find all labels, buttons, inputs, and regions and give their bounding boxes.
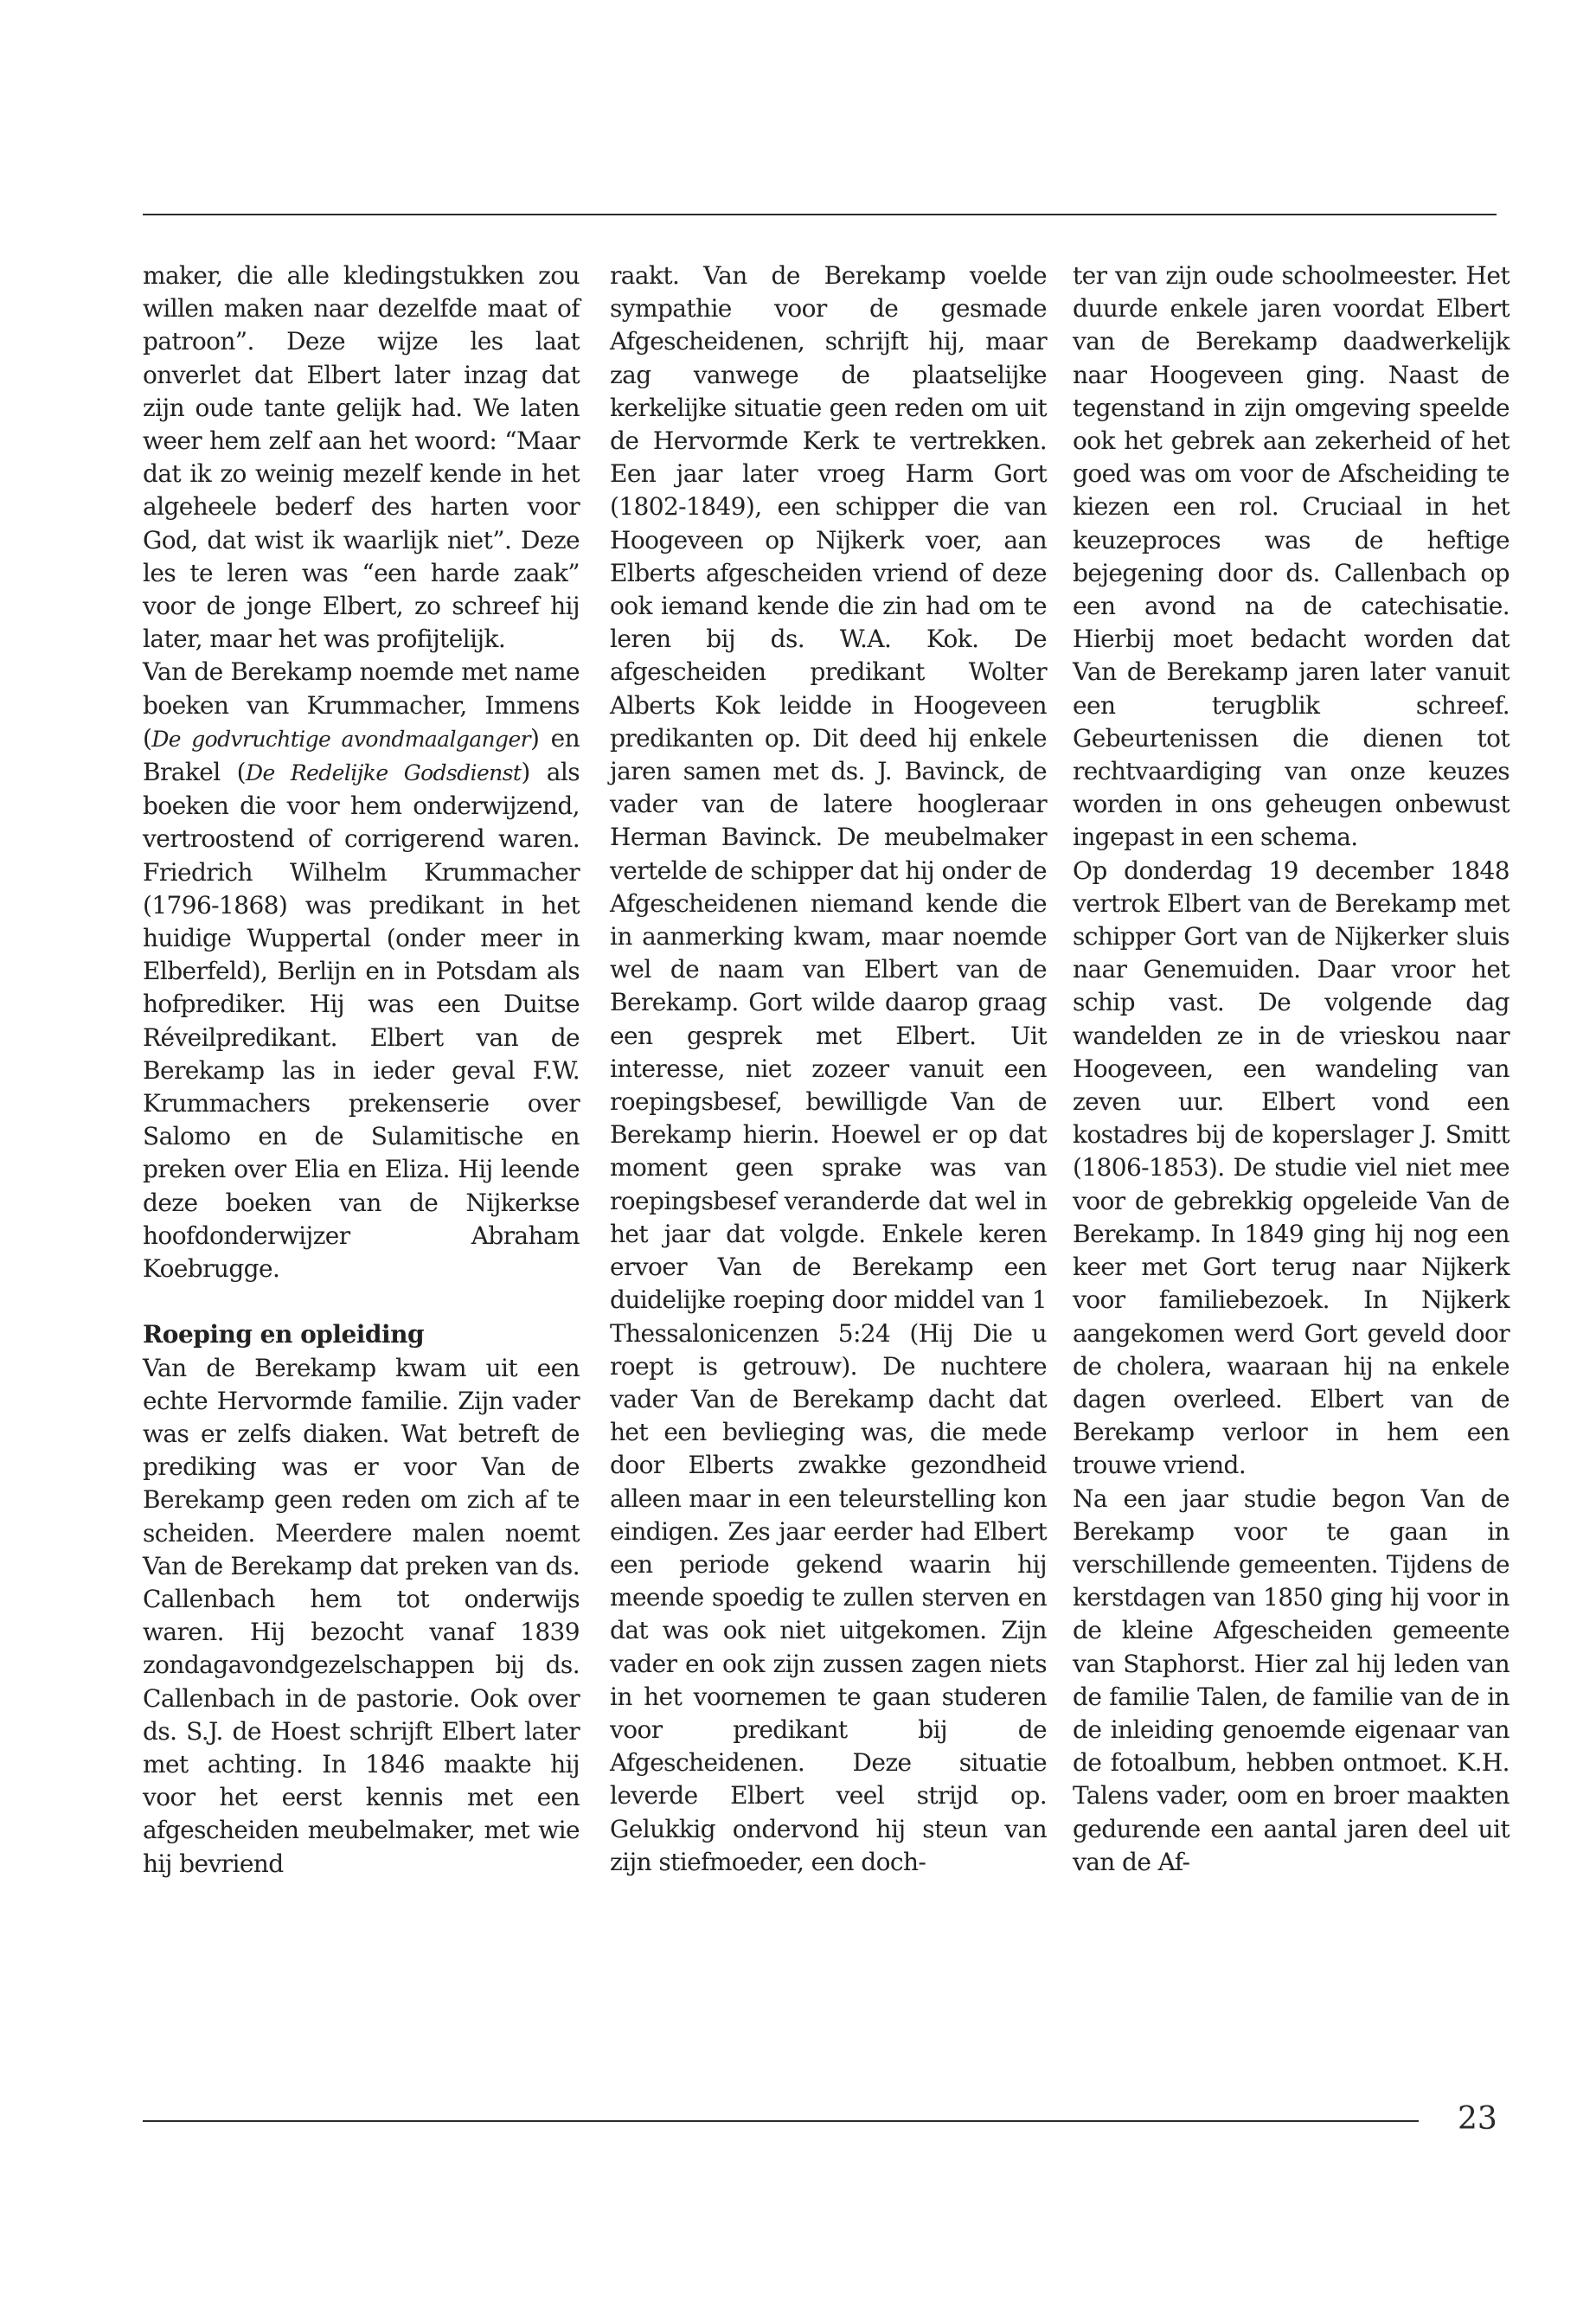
text-span: ) als boeken die voor hem onderwijzend, vertroostend of corrigerend waren. Friedrich Wilhelm Krummacher (1796-1868) was predikant in het huidige Wuppertal (onder meer in Elberfeld), Berlijn en in Potsdam als hofprediker. Hij was een Duitse Réveilpredikant. Elbert van de Berekamp las in ieder geval F.W. Krummachers prekenserie over Salomo en de Sulamitische en preken over Elia en Eliza. Hij leende deze boeken van de Nijkerkse hoofdonderwijzer Abraham Koebrugge. <box>143 758 580 1284</box>
text-column-3 <box>1073 260 1509 1879</box>
paragraph: Na een jaar studie begon Van de Berekamp voor te gaan in verschillende gemeenten. Tijdens de kerstdagen van 1850 ging hij voor in de kleine Afgescheiden gemeente van Staphorst. Hier zal hij leden van de familie Talen, de familie van de in de inleiding genoemde eigenaar van de fotoalbum, hebben ontmoet. K.H. Talens vader, oom en broer maakten gedurende een aantal jaren deel uit van de Af- <box>1073 1484 1509 1876</box>
page-number: 23 <box>1458 2101 1497 2137</box>
paragraph: ter van zijn oude schoolmeester. Het duurde enkele jaren voordat Elbert van de Berekamp daadwerkelijk naar Hoogeveen ging. Naast de tegenstand in zijn omgeving speelde ook het gebrek aan zekerheid of het goed was om voor de Afscheiding te kiezen een rol. Cruciaal in het keuzeproces was de heftige bejegening door ds. Callenbach op een avond na de catechisatie. Hierbij moet bedacht worden dat Van de Berekamp jaren later vanuit een terugblik schreef. Gebeurtenissen die dienen tot rechtvaardiging van onze keuzes worden in ons geheugen onbewust ingepast in een schema. <box>1073 261 1509 852</box>
paragraph: Van de Berekamp kwam uit een echte Hervormde familie. Zijn vader was er zelfs diaken. Wat betreft de prediking was er voor Van de Berekamp geen reden om zich af te scheiden. Meerdere malen noemt Van de Berekamp dat preken van ds. Callenbach hem tot onderwijs waren. Hij bezocht vanaf 1839 zondagavondgezelschappen bij ds. Callenbach in de pastorie. Ook over ds. S.J. de Hoest schrijft Elbert later met achting. In 1846 maakte hij voor het eerst kennis met een afgescheiden meubelmaker, met wie hij bevriend <box>143 1353 580 1878</box>
paragraph <box>143 656 580 1285</box>
paragraph: raakt. Van de Berekamp voelde sympathie voor de gesmade Afgescheidenen, schrijft hij, maar zag vanwege de plaatselijke kerkelijke situatie geen reden om uit de Hervormde Kerk te vertrekken. Een jaar later vroeg Harm Gort (1802-1849), een schipper die van Hoogeveen op Nijkerk voer, aan Elberts afgescheiden vriend of deze ook iemand kende die zin had om te leren bij ds. W.A. Kok. De afgescheiden predikant Wolter Alberts Kok leidde in Hoogeveen predikanten op. Dit deed hij enkele jaren samen met ds. J. Bavinck, de vader van de latere hoogleraar Herman Bavinck. De meubelmaker vertelde de schipper dat hij onder de Afgescheidenen niemand kende die in aanmerking kwam, maar noemde wel de naam van Elbert van de Berekamp. Gort wilde daarop graag een gesprek met Elbert. Uit interesse, niet zozeer vanuit een roepingsbesef, bewilligde Van de Berekamp hierin. Hoewel er op dat moment geen sprake was van roepingsbesef veranderde dat wel in het jaar dat volgde. Enkele keren ervoer Van de Berekamp een duidelijke roeping door middel van 1 Thessalonicenzen 5:24 (Hij Die u roept is getrouw). De nuchtere vader Van de Berekamp dacht dat het een bevlieging was, die mede door Elberts zwakke gezondheid alleen maar in een teleurstelling kon eindigen. Zes jaar eerder had Elbert een periode gekend waarin hij meende spoedig te zullen sterven en dat was ook niet uitgekomen. Zijn vader en ook zijn zussen zagen niets in het voornemen te gaan studeren voor predikant bij de Afgescheidenen. Deze situatie leverde Elbert veel strijd op. Gelukkig ondervond hij steun van zijn stiefmoeder, een doch- <box>610 261 1047 1876</box>
text-span: Van de Berekamp noemde met name boeken van Krummacher, Immens ( <box>143 657 580 753</box>
top-rule <box>143 214 1497 215</box>
text-span: ) en Brakel ( <box>143 723 580 787</box>
book-title: De Redelijke Godsdienst <box>246 760 522 786</box>
text-column-2 <box>610 260 1047 1879</box>
paragraph: Op donderdag 19 december 1848 vertrok Elbert van de Berekamp met schipper Gort van de Nijkerker sluis naar Genemuiden. Daar vroor het schip vast. De volgende dag wandelden ze in de vrieskou naar Hoogeveen, een wandeling van zeven uur. Elbert vond een kostadres bij de koperslager J. Smitt (1806-1853). De studie viel niet mee voor de gebrekkig opgeleide Van de Berekamp. In 1849 ging hij nog een keer met Gort terug naar Nijkerk voor familiebezoek. In Nijkerk aangekomen werd Gort geveld door de cholera, waaraan hij na enkele dagen overleed. Elbert van de Berekamp verloor in hem een trouwe vriend. <box>1073 856 1509 1480</box>
book-title: De godvruchtige avondmaalganger <box>151 726 531 752</box>
section-heading: Roeping en opleiding <box>143 1320 425 1349</box>
paragraph: maker, die alle kledingstukken zou willen maken naar dezelfde maat of patroon”. Deze wijze les laat onverlet dat Elbert later inzag dat zijn oude tante gelijk had. We laten weer hem zelf aan het woord: “Maar dat ik zo weinig mezelf kende in het algeheele bederf des harten voor God, dat wist ik waarlijk niet”. Deze les te leren was “een harde zaak” voor de jonge Elbert, zo schreef hij later, maar het was profijtelijk. <box>143 261 580 654</box>
bottom-rule <box>143 2120 1419 2122</box>
text-column-1 <box>143 260 580 1881</box>
